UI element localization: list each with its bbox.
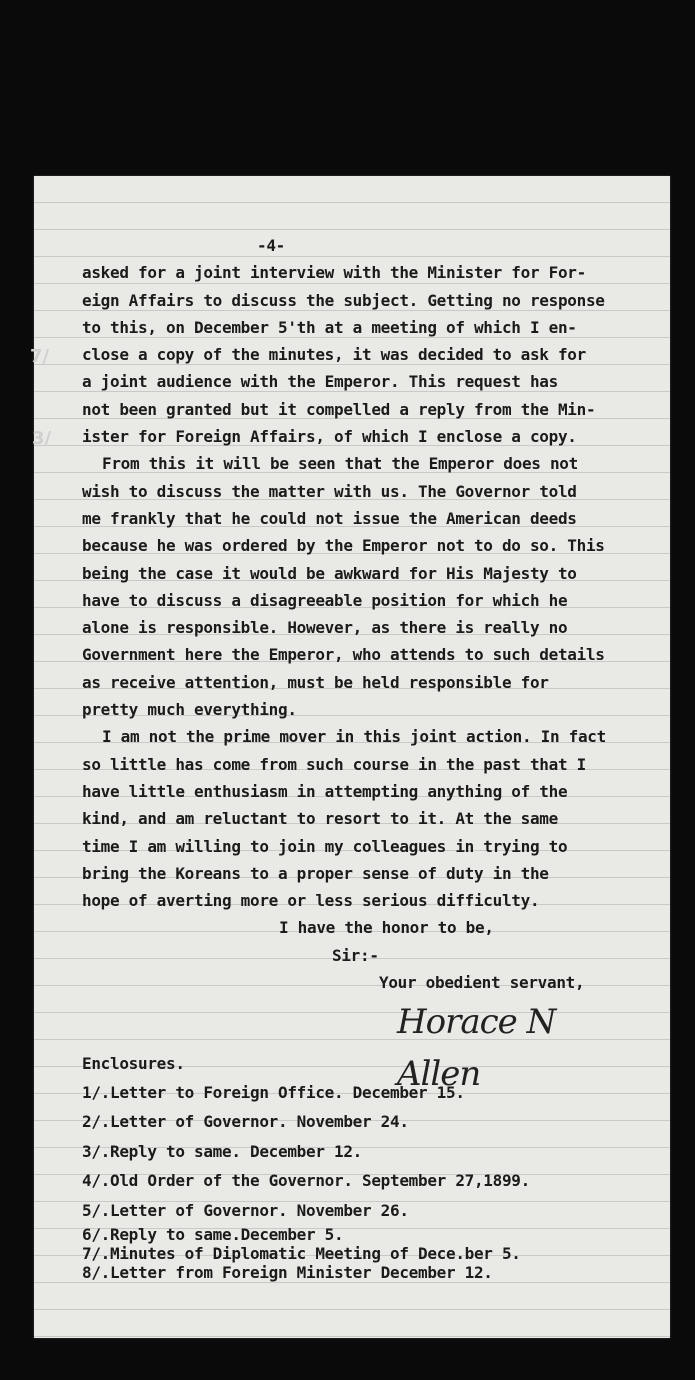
body-line: hope of averting more or less serious difficulty. <box>82 891 540 911</box>
enclosure-item: 3/.Reply to same. December 12. <box>82 1141 362 1161</box>
enclosure-item: 8/.Letter from Foreign Minister December 12. <box>82 1263 493 1283</box>
body-line: kind, and am reluctant to resort to it. At the same <box>82 809 558 829</box>
enclosure-item: 5/.Letter of Governor. November 26. <box>82 1200 409 1220</box>
letter-body <box>82 232 640 1282</box>
body-line: From this it will be seen that the Emperor does not <box>102 454 578 474</box>
margin-mark-7: 7/ <box>30 346 50 367</box>
body-line: I am not the prime mover in this joint action. In fact <box>102 727 606 747</box>
body-line: have to discuss a disagreeable position for which he <box>82 590 568 610</box>
body-line: asked for a joint interview with the Minister for For- <box>82 263 586 283</box>
closing-servant: Your obedient servant, <box>379 973 585 993</box>
body-line: ister for Foreign Affairs, of which I enclose a copy. <box>82 427 577 447</box>
margin-mark-3: 3/ <box>32 428 52 449</box>
enclosure-item: 7/.Minutes of Diplomatic Meeting of Dece.ber 5. <box>82 1244 521 1264</box>
body-line: to this, on December 5'th at a meeting of which I en- <box>82 317 577 337</box>
body-line: bring the Koreans to a proper sense of duty in the <box>82 863 549 883</box>
enclosure-item: 4/.Old Order of the Governor. September 27,1899. <box>82 1171 530 1191</box>
closing-line: I have the honor to be, <box>279 918 494 938</box>
signature: Horace N Allen <box>397 1002 556 1095</box>
body-line: so little has come from such course in the past that I <box>82 754 586 774</box>
enclosure-item: 1/.Letter to Foreign Office. December 15. <box>82 1082 465 1102</box>
body-line: being the case it would be awkward for His Majesty to <box>82 563 577 583</box>
enclosures-heading: Enclosures. <box>82 1054 185 1074</box>
body-line: close a copy of the minutes, it was decided to ask for <box>82 345 586 365</box>
body-line: not been granted but it compelled a reply from the Min- <box>82 399 596 419</box>
body-line: alone is responsible. However, as there is really no <box>82 618 568 638</box>
body-line: because he was ordered by the Emperor not to do so. This <box>82 536 605 556</box>
body-line: me frankly that he could not issue the American deeds <box>82 508 577 528</box>
body-line: eign Affairs to discuss the subject. Getting no response <box>82 290 605 310</box>
body-line: pretty much everything. <box>82 700 297 720</box>
body-line: as receive attention, must be held responsible for <box>82 672 549 692</box>
body-line: have little enthusiasm in attempting anything of the <box>82 781 568 801</box>
page-number: -4- <box>257 236 285 255</box>
enclosure-item: 6/.Reply to same.December 5. <box>82 1225 344 1245</box>
body-line: time I am willing to join my colleagues in trying to <box>82 836 568 856</box>
document-page <box>30 176 670 1338</box>
body-line: a joint audience with the Emperor. This request has <box>82 372 558 392</box>
closing-salutation: Sir:- <box>332 945 379 965</box>
body-line: wish to discuss the matter with us. The Governor told <box>82 481 577 501</box>
body-line: Government here the Emperor, who attends to such details <box>82 645 605 665</box>
enclosure-item: 2/.Letter of Governor. November 24. <box>82 1112 409 1132</box>
